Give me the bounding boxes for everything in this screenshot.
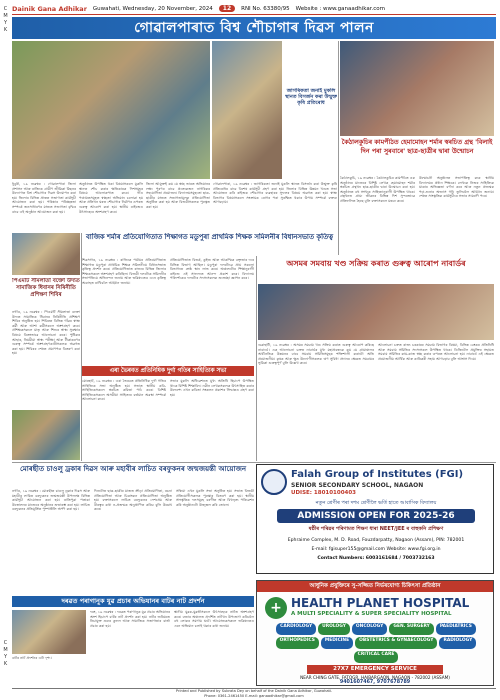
cooperative-body-col1: গুৱাহাটী, ১৯ নৱেম্বৰ : অসমৰ সমবায় খণ্ড সক্ৰিয় কৰাত গুৰুত্ব আৰোপ কৰিছে নাবাৰ্ডে। এক আলোচনা চক্ৰত নাবাৰ্ডৰ মুখ্য মহাপ্ৰবন্ধকে কয় যে গ্ৰামাঞ্চলৰ অৰ্থনৈতিক উন্নয়নৰ বাবে সমবায় সমিতিসমূহক শক্তিশালী কৰাটো অতি প্ৰয়োজনীয়। কৃষক আৰু ক্ষুদ্ৰ উদ্যোগীসকলক ঋণ সুবিধা প্ৰদানৰ ক্ষেত্ৰত সমবায়ৰ ভূমিকা গুৰুত্বপূৰ্ণ বুলি উল্লেখ কৰে।	[258, 343, 374, 366]
sports-body-col3: সন্ধিয়া এখন মুকলি সভা অনুষ্ঠিত হয়। সভাত বিজয়ী প্ৰতিযোগীসকলক পুৰস্কাৰ বিতৰণ কৰা হয়। স্থানীয় সাংস্কৃতিক দলসমূহে বৰগীত আৰু বিহুনৃত্য পৰিৱেশন কৰি অনুষ্ঠানটো উজ্জ্বল কৰি তোলে।	[176, 489, 254, 507]
hospital-address: NEAR CHING GATE, FATOGR, HAIBARGAON, NAGAON - 782002 (ASSAM)	[300, 675, 450, 680]
hospital-phone[interactable]: 9401607467, 9707678789	[339, 680, 411, 685]
sports-body-col2: দিনটোত ছাত্ৰ-ছাত্ৰীৰ মাজত ক্ৰীড়া প্ৰতিযোগিতা, ৰচনা প্ৰতিযোগিতা আৰু চিত্ৰাংকন প্ৰতিযোগিতা অনুষ্ঠিত হয়। বক্তাসকলে লাচিত বৰফুকনৰ দেশপ্ৰেম আৰু বীৰত্বৰ কথা ন-প্ৰজন্মক অনুপ্ৰাণিত কৰিব বুলি উল্লেখ কৰে।	[94, 489, 172, 512]
hospital-dept-pill: RADIOLOGY	[439, 637, 476, 649]
lead-photo-2	[212, 41, 282, 179]
hospital-sub: A MULTI SPECIALITY & SUPER SPECIALITY HOSPITAL	[291, 611, 452, 617]
lead-photo	[12, 41, 210, 179]
pregnancy-body: নগাঁও, ১৯ নৱেম্বৰ : পিএমটি সীমলাতা বক্তো উদ্যত সামাজিক ধিবানৰ নিৰিনীতি প্ৰশিক্ষণ শিবিৰ অনুষ্ঠিত হয়। শিবিৰত বিভিন্ন গাঁৱৰ স্বাস্থ্য কৰ্মী আৰু আশা কৰ্মীসকলে অংশগ্ৰহণ কৰে। প্ৰশিক্ষকসকলে মাতৃ আৰু শিশুৰ স্বাস্থ্য সুৰক্ষাৰ বিষয়ে বিতংভাৱে আলোচনা কৰে। পুষ্টিকৰ আহাৰ, নিয়মীয়া স্বাস্থ্য পৰীক্ষা আৰু টীকাকৰণৰ গুৰুত্ব সম্পৰ্কে অংশগ্ৰহণকাৰীসকলক অৱগত কৰা হয়। শিবিৰৰ শেষত প্ৰমাণপত্ৰ বিতৰণ কৰা হয়।	[12, 310, 80, 356]
hospital-dept-pill: CRITICAL CARE	[354, 651, 399, 663]
fgi-name: Falah Group of Institutes (FGI)	[291, 469, 464, 480]
kaithalkuchi-body-col2: উন্মোচনী অনুষ্ঠানত সভাপতিত্ব কৰে স্থানীয় বিদ্যালয়ৰ প্ৰধান শিক্ষকে। লেখকে নিজৰ সাহিত্যিক যাত্ৰাৰ অভিজ্ঞতা বৰ্ণনা কৰে আৰু নতুন প্ৰজন্মক পঢ়া-শুনাৰ অভ্যাস গঢ়ি তুলিবলৈ আহ্বান জনায়। শেষত সাংস্কৃতিক কাৰ্যসূচীৰে সভাৰ সামৰণি পৰে।	[419, 176, 494, 199]
masthead-date: Guwahati, Wednesday, 20 November, 2024	[92, 5, 213, 12]
column-rule	[81, 233, 82, 461]
youth-photo	[12, 610, 86, 654]
masthead-issn: RNI No. 63380/95	[241, 5, 290, 12]
masthead	[12, 3, 496, 15]
teachers-headline: বাজিক শৰ্মাৰ প্ৰতিযোগিতাত শিক্ষাগত মডুপুৰা প্ৰাথমিক শিক্ষক সমিলনীৰ বিধানসভাত কৃতিত্ব	[86, 233, 333, 241]
hospital-departments	[271, 623, 481, 663]
hospital-emergency: 27X7 EMERGENCY SERVICE	[307, 665, 443, 674]
fgi-advertisement[interactable]	[256, 464, 494, 574]
literature-headline: এৰা ভৈৰবত প্ৰতিনিধিক দুৰ্গা গতিৰ সাহিত্যিক সভা	[82, 366, 254, 376]
footer	[12, 688, 496, 698]
cooperative-photo	[258, 284, 494, 340]
hospital-name: HEALTH PLANET HOSPITAL	[291, 596, 470, 610]
teachers-body-col2: প্ৰতিযোগিতাত বিতৰ্ক, কুইজ আৰু আকস্মিক বক্তৃতাৰ দৰে বিভিন্ন বিভাগ আছিল। মডুপুৰা দলটোৱে প্ৰায় সকলো বিভাগতে শ্ৰেষ্ঠ স্থান লাভ কৰে। অঞ্চলটোৰ শিক্ষানুৰাগী ৰাইজে এই সাফল্যত আনন্দ প্ৰকাশ কৰে। বিদ্যালয় পৰিদৰ্শকেও দলটোৰ সদস্যসকলক শুভেচ্ছা জ্ঞাপন কৰে।	[170, 258, 254, 281]
fgi-email[interactable]: E-mail: fgisuper155@gmail.com Website: www.fgi.org.in	[311, 547, 441, 552]
hospital-logo-icon: +	[265, 597, 287, 619]
literature-body-col2: সভাৰ মুকলি অধিৱেশনত মুখ্য অতিথি হিচাপে উপস্থিত থাকে বিশিষ্ট শিক্ষাবিদ। নৱীন লেখকসকলক উৎসাহিত কৰাৰ উদ্দেশ্যে এখন কবিতা সংকলন প্ৰকাশৰ সিদ্ধান্তও গ্ৰহণ কৰা হয়।	[170, 379, 254, 397]
fgi-contact[interactable]: Contact Numbers: 6003161684 / 7003732163	[317, 556, 435, 561]
campaign-body: গোৱালপাৰা, ১৯ নৱেম্বৰ : জাগৰিকতা জনাই মুকলি স্থানত বিসৰ্জন কৰা উন্মুক্ত কৃষি প্ৰতিৰোধৰ বাবে বিশেষ কাৰ্যসূচী গ্ৰহণ কৰা হয়। জিলাৰ বিভিন্ন উন্নয়ন খণ্ডত সভা আয়োজন কৰি ৰাইজক শৌচাগাৰ ব্যৱহাৰৰ সুফলৰ বিষয়ে অৱগত কৰা হয়। স্বাস্থ্য বিভাগৰ বিষয়াসকলে সংক্ৰামক ৰোগৰ পৰা সুৰক্ষিত থকাৰ উপায় সম্পৰ্কে বক্তব্য আগবঢ়ায়।	[213, 182, 337, 205]
page-number: 12	[219, 5, 235, 12]
youth-body-col1: দৰং, ১৯ নৱেম্বৰ : দৰৱত পৰাগানুক যুৱ প্ৰচাৰ অভিযানৰ অংশ হিচাপে বাটৰ নাট প্ৰদৰ্শন কৰা হয়। নাটৰ জৰিয়তে নিচাযুক্ত দ্ৰব্যৰ কুফল আৰু সামাজিক সজাগতাৰ বাৰ্তা প্ৰচাৰ কৰা হয়।	[90, 610, 170, 628]
hospital-dept-pill: UROLOGY	[318, 623, 350, 635]
campaign-headline: জাগৰিকতা জনাই মুকলি স্থানত বিসৰ্জন কৰা উন্মুক্ত কৃষি প্ৰতিৰোধ	[285, 88, 337, 106]
sports-headline: মোৰছীত চাওলু ঢ্ৰকাৰ দিৱস আৰু মহাবীৰ লাচিত বৰফুকনৰ জন্মজয়ন্তী আয়োজন	[19, 465, 247, 473]
cmyk-marks: C M Y K	[3, 6, 8, 33]
fgi-line-as: নতুন শ্ৰেণীৰ পৰা দশম শ্ৰেণীলৈ ভৰ্তি হাতে আবাসিক বিদ্যালয়	[315, 500, 437, 506]
hospital-dept-pill: GEN. SURGERY	[389, 623, 434, 635]
fgi-address: Ephraime Complex, M. D. Road, Fouzdarpatty, Nagaon (Assam), PIN: 782001	[287, 538, 465, 543]
cooperative-body-col2: আলোচনা চক্ৰত ৰাজ্য চৰকাৰৰ সমবায় বিভাগৰ বিষয়া, বিভিন্ন বেংকৰ প্ৰতিনিধি আৰু সমবায় সমিতিৰ সদস্যসকল উপস্থিত থাকে। ডিজিটেল প্ৰযুক্তিৰ সহায়ত সমবায় সমিতিৰ কাম-কাজ স্বচ্ছ কৰাৰ ওপৰত আলোচনা হয়। নাবাৰ্ডে এই ক্ষেত্ৰত প্ৰয়োজনীয় আৰ্থিক আৰু কাৰিকৰী সহায় আগবঢ়াব বুলি আশ্বাস দিয়ে।	[378, 343, 494, 361]
fgi-sub: SENIOR SECONDARY SCHOOL, NAGAON	[291, 482, 424, 489]
youth-body-col2: স্থানীয় যুৱক-যুৱতীসকলে উৎসাহেৰে নাটত অংশগ্ৰহণ কৰে। বজাৰ অঞ্চলত প্ৰদৰ্শিত নাটখন উপভোগ কৰিবলৈ বহু লোকৰ সমাগম ঘটে। আয়োজকসকলে ভৱিষ্যতেও এনে অভিযান চলাই থকাৰ কথা জনায়।	[174, 610, 254, 628]
fgi-neet: ষষ্ঠীৰ পৰিৱৰ পৰিণামত শিক্ষণ ধাৰা NEET/JEE ৰ বাহুকনি প্ৰশিক্ষণ	[308, 526, 444, 532]
left-mid-photo	[12, 410, 80, 460]
lead-body-col2: অনুষ্ঠানত উপস্থিত থকা বিষয়াসকলে মুকলি স্থানত শৌচ কৰাৰ ক্ষতিকাৰক দিশসমূহৰ বিষয়ে আলোকপাত কৰে। গাঁও পঞ্চায়তসমূহত স্বচ্ছতা অভিযান চলোৱা হয় আৰু প্ৰতিখন ঘৰত শৌচাগাৰ নিৰ্মাণৰ ওপৰত গুৰুত্ব আৰোপ কৰা হয়। স্থানীয় ৰাইজেও উৎসাহেৰে অংশগ্ৰহণ কৰে।	[79, 182, 143, 214]
column-rule	[256, 256, 257, 461]
fgi-admission-banner: ADMISSION OPEN FOR 2025-26	[277, 509, 475, 523]
cooperative-headline: অসমৰ সমবায় খণ্ড সক্ৰিয় কৰাত গুৰুত্ব আৰোপ নাবাৰ্ডৰ	[286, 259, 466, 268]
literature-body-col1: যোৰহাট, ১৯ নৱেম্বৰ : এৰা ভৈৰবত প্ৰতিনিধিক দুৰ্গা গতিৰ সাহিত্যিক সভা অনুষ্ঠিত হয়। সভাত স্থানীয় কবি-সাহিত্যিকসকলে স্বৰচিত কবিতা পাঠ কৰে। বিশিষ্ট সাহিত্যিকসকলে অসমীয়া সাহিত্যৰ বৰ্তমান অৱস্থা সম্পৰ্কে আলোচনা কৰে।	[82, 379, 166, 402]
hospital-dept-pill: CARDIOLOGY	[276, 623, 316, 635]
teachers-body-col1: শিৱসাগৰ, ১৯ নৱেম্বৰ : ৰাজ্যিক পৰ্যায়ৰ প্ৰতিযোগিতাত শিক্ষাগত মডুপুৰা প্ৰাথমিক শিক্ষক সমিলনীয়ে বিধানসভাত কৃতিত্ব প্ৰদৰ্শন কৰে। প্ৰতিযোগিতাত ৰাজ্যৰ বিভিন্ন জিলাৰ শিক্ষকসকলে অংশগ্ৰহণ কৰিছিল। বিজয়ী দলটোক সমিলনীৰ সভাপতিয়ে অভিনন্দন জনায় আৰু ভৱিষ্যতেও এনে কৃতিত্ব অব্যাহত ৰাখিবলৈ আহ্বান জনায়।	[82, 258, 166, 285]
lead-body-col3: জিলা আয়ুক্তই কয় যে স্বচ্ছ ভাৰত অভিযানৰ লক্ষ্য পূৰণৰ বাবে প্ৰত্যেকজন নাগৰিকৰ সহযোগিতা প্ৰয়োজন। বিদ্যালয়সমূহতো ছাত্ৰ-ছাত্ৰীৰ মাজত সজাগতামূলক প্ৰতিযোগিতা অনুষ্ঠিত কৰা হয় আৰু বিজয়ীসকলক পুৰস্কৃত কৰা হয়।	[146, 182, 210, 209]
youth-caption: বাটৰ নাট প্ৰদৰ্শনৰ এটা দৃশ্য।	[12, 656, 52, 660]
youth-headline: দৰৱত পৰাগানুক যুৱ প্ৰচাৰ অভিযানৰ বাটৰ নাট প্ৰদৰ্শন	[12, 596, 254, 607]
lead-banner: গোৱালপাৰাত বিশ্ব শৌচাগাৰ দিৱস পালন	[12, 17, 496, 39]
kaithalkuchi-body-col1: কৈঠালকুচি, ১৯ নৱেম্বৰ : কৈঠালকুচিৰ কামপীঠত এক অনুষ্ঠানৰ মাজেৰে বিশিষ্ট লেখক হেমামোহন শৰ্মাৰ স্বৰচিত গ্ৰন্থখন ছাত্ৰ-ছাত্ৰীৰ দ্বাৰা উন্মোচন কৰা হয়। অনুষ্ঠানত বহু সংখ্যক সাহিত্যানুৰাগী উপস্থিত থাকে। গ্ৰন্থখনত গ্ৰাম্য জীৱনৰ বিভিন্ন দিশ সুন্দৰভাৱে প্ৰতিফলিত হৈছে বুলি বক্তাসকলে মন্তব্য কৰে।	[340, 176, 415, 203]
fgi-logo-icon	[261, 469, 287, 495]
hospital-dept-pill: ONCOLOGY	[352, 623, 387, 635]
footer-line2: Phone: 0361-2461450 E-mail: ganaadhikar@gmail.com	[204, 693, 304, 698]
masthead-website: Website : www.ganaadhikar.com	[295, 5, 385, 12]
pregnancy-photo	[12, 233, 80, 275]
column-rule	[338, 41, 339, 255]
hospital-dept-pill: ORTHOPEDICS	[276, 637, 319, 649]
hospital-dept-pill: OBSTETRICS & GYNAECOLOGY	[355, 637, 437, 649]
cmyk-marks-bottom: C M Y K	[3, 640, 8, 667]
kaithalkuchi-headline: কৈঠালকুচিৰ কামপীঠত হেমামোহন শৰ্মাৰ স্বৰচিত গ্ৰন্থ 'বিলাই দিন পৰা সুৰবাৰে' ছাত্ৰ-ছাত্ৰীৰ দ্বাৰা উন্মোচন	[341, 138, 493, 155]
hospital-dept-pill: PAEDIATRICS	[436, 623, 476, 635]
row-rule	[12, 462, 496, 463]
hospital-top-line: আধুনিক প্ৰযুক্তিৰে সু-সজ্জিত নিৰ্ভৰযোগ্য চিকিৎসা প্ৰতিষ্ঠান	[257, 581, 493, 592]
hospital-advertisement[interactable]	[256, 580, 494, 686]
sports-body-col1: নগাঁও, ১৯ নৱেম্বৰ : মোৰছীত চাওলু ঢ্ৰকাৰ দিৱস আৰু মহাবীৰ লাচিত বৰফুকনৰ জন্মজয়ন্তী উপলক্ষে বিভিন্ন কাৰ্যসূচী আয়োজন কৰা হয়। ৰাতিপুৱা পতাকা উত্তোলনৰ মাজেৰে অনুষ্ঠানৰ শুভাৰম্ভ কৰা হয়। লাচিত বৰফুকনৰ প্ৰতিমূৰ্তিত পুষ্পাঞ্জলি অৰ্পণ কৰা হয়।	[12, 489, 90, 512]
pregnancy-headline: পিএমটি সীমলাতা বক্তো উদ্যত সামাজিক ধিবানৰ নিৰিনীতি প্ৰশিক্ষণ শিবিৰ	[12, 278, 80, 298]
hospital-dept-pill: MEDICINE	[321, 637, 353, 649]
masthead-paper: Dainik Gana Adhikar	[12, 4, 87, 13]
fgi-udise: UDISE: 18010100403	[291, 490, 357, 496]
right-top-photo	[340, 41, 494, 136]
footer-line1: Printed and Published by Subrata Dey on behalf of the Dainik Gana Adhikar, Guwahati.	[175, 689, 333, 693]
lead-body-col1: ধুবুৰী, ১৯ নৱেম্বৰ : গোৱালপাৰা জিলা প্ৰশাসন আৰু ৰাজ্যিক গ্ৰামীণ জীৱিকা মিছনৰ উদ্যোগত বিশ্ব শৌচাগাৰ দিৱস উদযাপন কৰা হয়। জিলাৰ বিভিন্ন প্ৰান্তত সজাগতা কাৰ্যসূচী আয়োজন কৰা হয়। পৰিষ্কাৰ পৰিচ্ছন্নতা সম্পৰ্কে জনসাধাৰণৰ মাজত সজাগতা বৃদ্ধিৰ বাবে এই অনুষ্ঠান আয়োজন কৰা হয়।	[12, 182, 76, 214]
